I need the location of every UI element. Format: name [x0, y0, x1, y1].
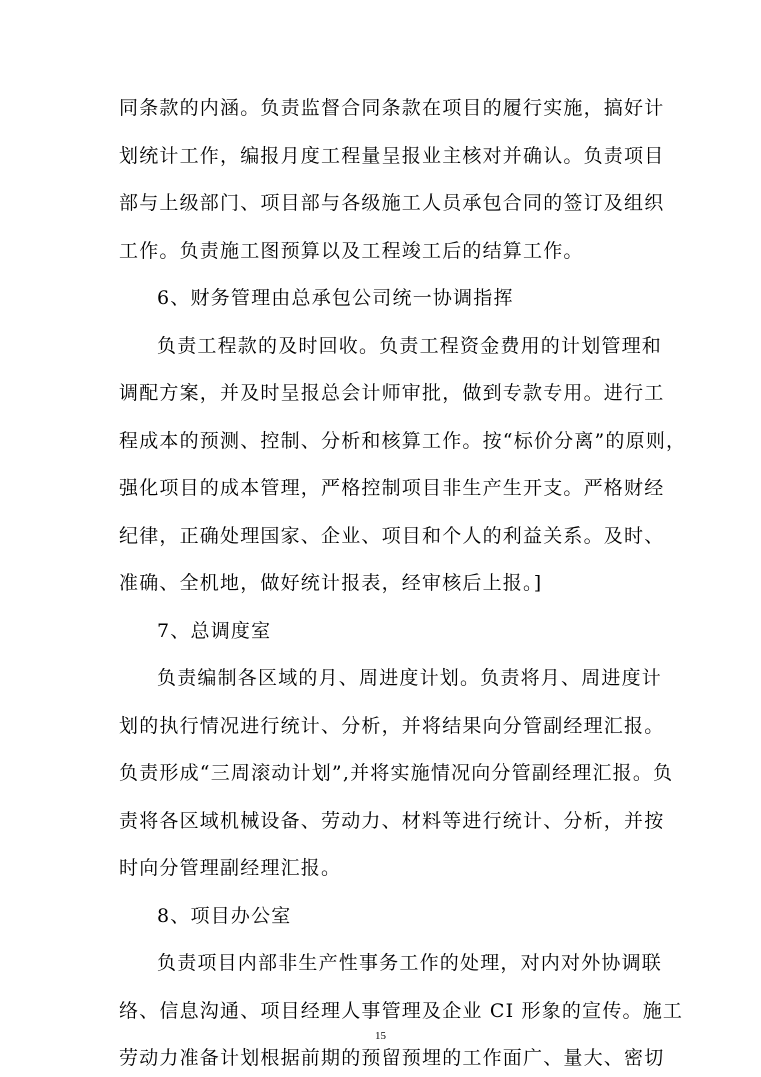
text-line: 劳动力准备计划根据前期的预留预埋的工作面广、量大、密切	[119, 1047, 665, 1069]
section-heading: 6、财务管理由总承包公司统一协调指挥	[157, 287, 514, 309]
text-line: 强化项目的成本管理，严格控制项目非生产生开支。严格财经	[119, 477, 665, 499]
text-line: 划的执行情况进行统计、分析，并将结果向分管副经理汇报。	[119, 715, 665, 737]
text-line: 负责项目内部非生产性事务工作的处理，对内对外协调联	[157, 952, 663, 974]
text-line: 部与上级部门、项目部与各级施工人员承包合同的签订及组织	[119, 192, 665, 214]
text-line: 络、信息沟通、项目经理人事管理及企业 CI 形象的宣传。施工	[119, 1000, 684, 1022]
text-line: 工作。负责施工图预算以及工程竣工后的结算工作。	[119, 240, 584, 262]
text-line: 负责编制各区域的月、周进度计划。负责将月、周进度计	[157, 667, 663, 689]
section-heading: 8、项目办公室	[157, 905, 292, 927]
section-heading: 7、总调度室	[157, 620, 272, 642]
text-line: 时向分管理副经理汇报。	[119, 857, 342, 879]
text-line: 纪律，正确处理国家、企业、项目和个人的利益关系。及时、	[119, 525, 665, 547]
text-line: 同条款的内涵。负责监督合同条款在项目的履行实施，搞好计	[119, 97, 665, 119]
text-line: 负责工程款的及时回收。负责工程资金费用的计划管理和	[157, 335, 663, 357]
text-line: 责将各区域机械设备、劳动力、材料等进行统计、分析，并按	[119, 810, 665, 832]
text-line: 负责形成“三周滚动计划”,并将实施情况向分管副经理汇报。负	[119, 762, 674, 784]
text-line: 调配方案，并及时呈报总会计师审批，做到专款专用。进行工	[119, 382, 665, 404]
text-line: 程成本的预测、控制、分析和核算工作。按“标价分离”的原则，	[119, 430, 687, 452]
text-line: 准确、全机地，做好统计报表，经审核后上报。]	[119, 572, 543, 594]
text-line: 划统计工作，编报月度工程量呈报业主核对并确认。负责项目	[119, 145, 665, 167]
page-number: 15	[375, 1030, 386, 1042]
